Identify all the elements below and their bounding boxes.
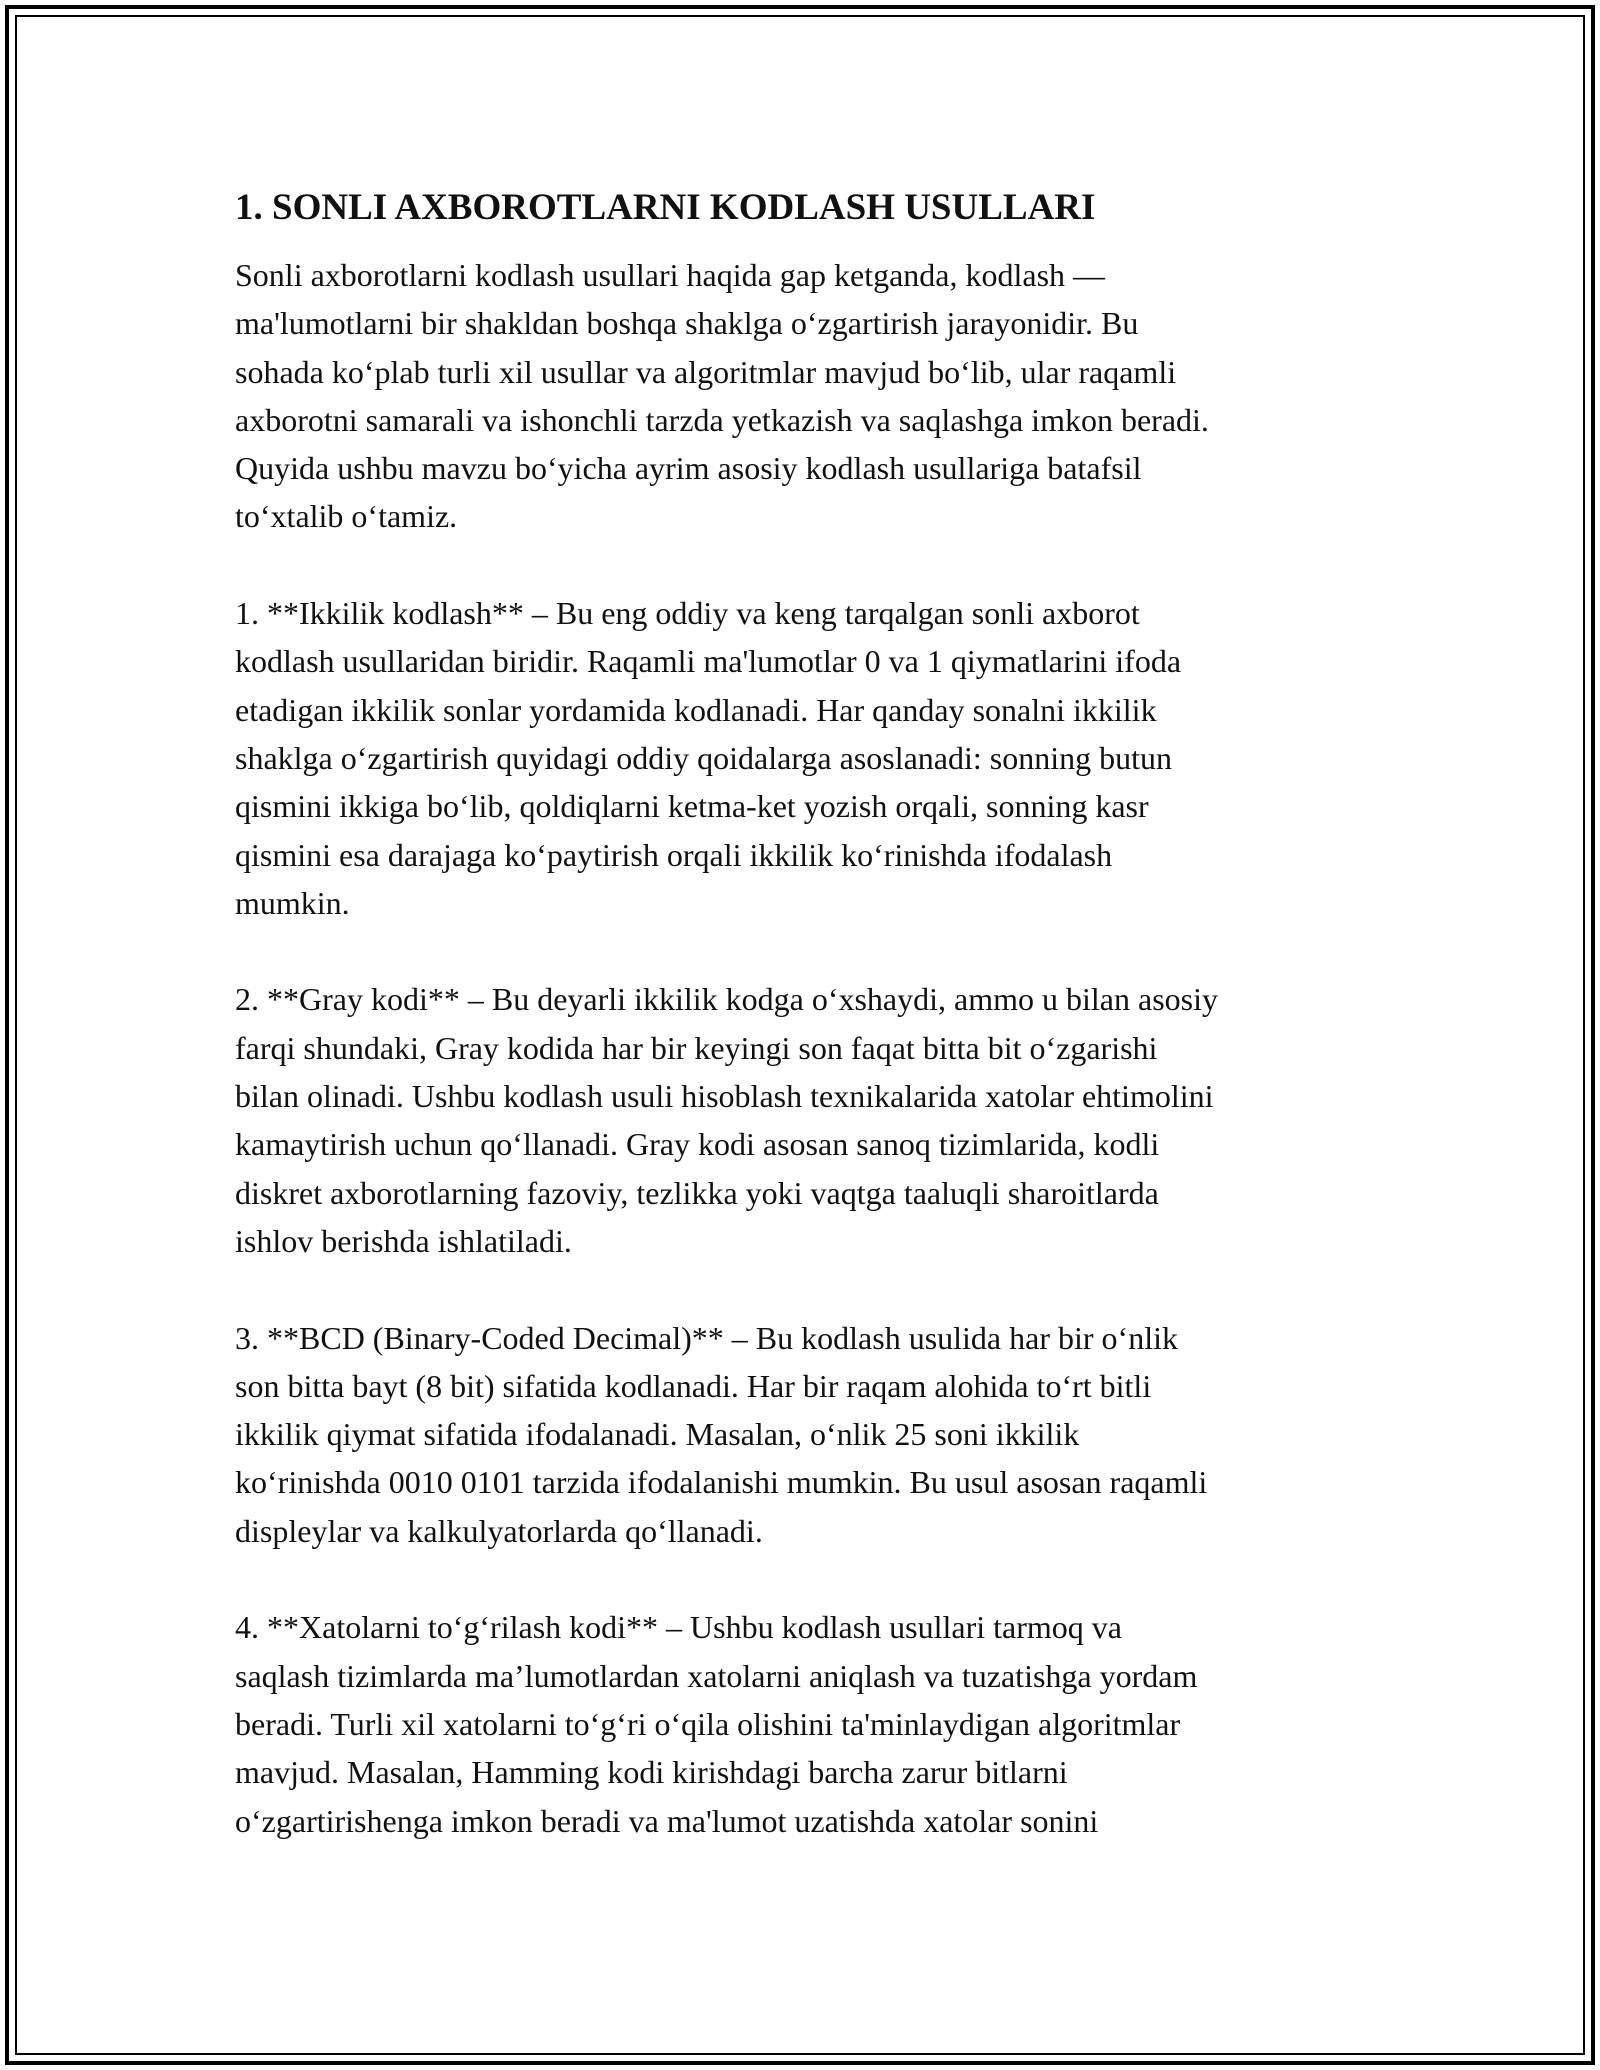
text-line: son bitta bayt (8 bit) sifatida kodlanadi. Har bir raqam alohida to‘rt bitli — [235, 1367, 1152, 1404]
text-line: farqi shundaki, Gray kodida har bir keyingi son faqat bitta bit o‘zgarishi — [235, 1029, 1158, 1066]
text-line: ma'lumotlarni bir shakldan boshqa shaklga o‘zgartirish jarayonidir. Bu — [235, 305, 1139, 342]
text-line: sohada ko‘plab turli xil usullar va algoritmlar mavjud bo‘lib, ular raqamli — [235, 353, 1177, 390]
paragraph-intro — [235, 251, 1385, 541]
text-line: bilan olinadi. Ushbu kodlash usuli hisoblash texnikalarida xatolar ehtimolini — [235, 1078, 1214, 1115]
text-line: ishlov berishda ishlatiladi. — [235, 1222, 572, 1259]
text-line: Sonli axborotlarni kodlash usullari haqida gap ketganda, kodlash — — [235, 257, 1106, 293]
text-line: saqlash tizimlarda ma’lumotlardan xatolarni aniqlash va tuzatishga yordam — [235, 1657, 1198, 1694]
paragraph-gray-code — [235, 975, 1385, 1265]
text-line: beradi. Turli xil xatolarni to‘g‘ri o‘qila olishini ta'minlaydigan algoritmlar — [235, 1705, 1181, 1742]
text-line: qismini esa darajaga ko‘paytirish orqali ikkilik ko‘rinishda ifodalash — [235, 836, 1113, 873]
text-line: kamaytirish uchun qo‘llanadi. Gray kodi asosan sanoq tizimlarida, kodli — [235, 1126, 1160, 1163]
paragraph-binary-coding — [235, 589, 1385, 927]
text-line: shaklga o‘zgartirish quyidagi oddiy qoidalarga asoslanadi: sonning butun — [235, 739, 1173, 776]
text-line: ko‘rinishda 0010 0101 tarzida ifodalanishi mumkin. Bu usul asosan raqamli — [235, 1464, 1208, 1501]
text-line: kodlash usullaridan biridir. Raqamli ma'lumotlar 0 va 1 qiymatlarini ifoda — [235, 643, 1182, 680]
text-line: qismini ikkiga bo‘lib, qoldiqlarni ketma-ket yozish orqali, sonning kasr — [235, 788, 1149, 825]
text-line: to‘xtalib o‘tamiz. — [235, 498, 458, 535]
text-line: ikkilik qiymat sifatida ifodalanadi. Masalan, o‘nlik 25 soni ikkilik — [235, 1416, 1080, 1453]
text-line: 3. **BCD (Binary-Coded Decimal)** – Bu kodlash usulida har bir o‘nlik — [235, 1319, 1178, 1356]
paragraph-error-correction — [235, 1603, 1385, 1844]
text-line: displeylar va kalkulyatorlarda qo‘llanadi. — [235, 1512, 763, 1549]
text-line: diskret axborotlarning fazoviy, tezlikka yoki vaqtga taaluqli sharoitlarda — [235, 1174, 1159, 1211]
text-line: mavjud. Masalan, Hamming kodi kirishdagi barcha zarur bitlarni — [235, 1754, 1068, 1791]
paragraph-bcd — [235, 1314, 1385, 1555]
text-line: 1. **Ikkilik kodlash** – Bu eng oddiy va keng tarqalgan sonli axborot — [235, 595, 1140, 632]
document-title: 1. SONLI AXBOROTLARNI KODLASH USULLARI — [235, 187, 1096, 228]
text-line: etadigan ikkilik sonlar yordamida kodlanadi. Har qanday sonalni ikkilik — [235, 691, 1157, 728]
text-line: Quyida ushbu mavzu bo‘yicha ayrim asosiy kodlash usullariga batafsil — [235, 450, 1142, 487]
text-line: 2. **Gray kodi** – Bu deyarli ikkilik kodga o‘xshaydi, ammo u bilan asosiy — [235, 981, 1218, 1018]
text-line: mumkin. — [235, 884, 350, 921]
text-line: o‘zgartirishenga imkon beradi va ma'lumot uzatishda xatolar sonini — [235, 1802, 1099, 1839]
text-line: axborotni samarali va ishonchli tarzda yetkazish va saqlashga imkon beradi. — [235, 401, 1209, 438]
text-line: 4. **Xatolarni to‘g‘rilash kodi** – Ushbu kodlash usullari tarmoq va — [235, 1609, 1122, 1646]
document-body — [235, 185, 1385, 1893]
